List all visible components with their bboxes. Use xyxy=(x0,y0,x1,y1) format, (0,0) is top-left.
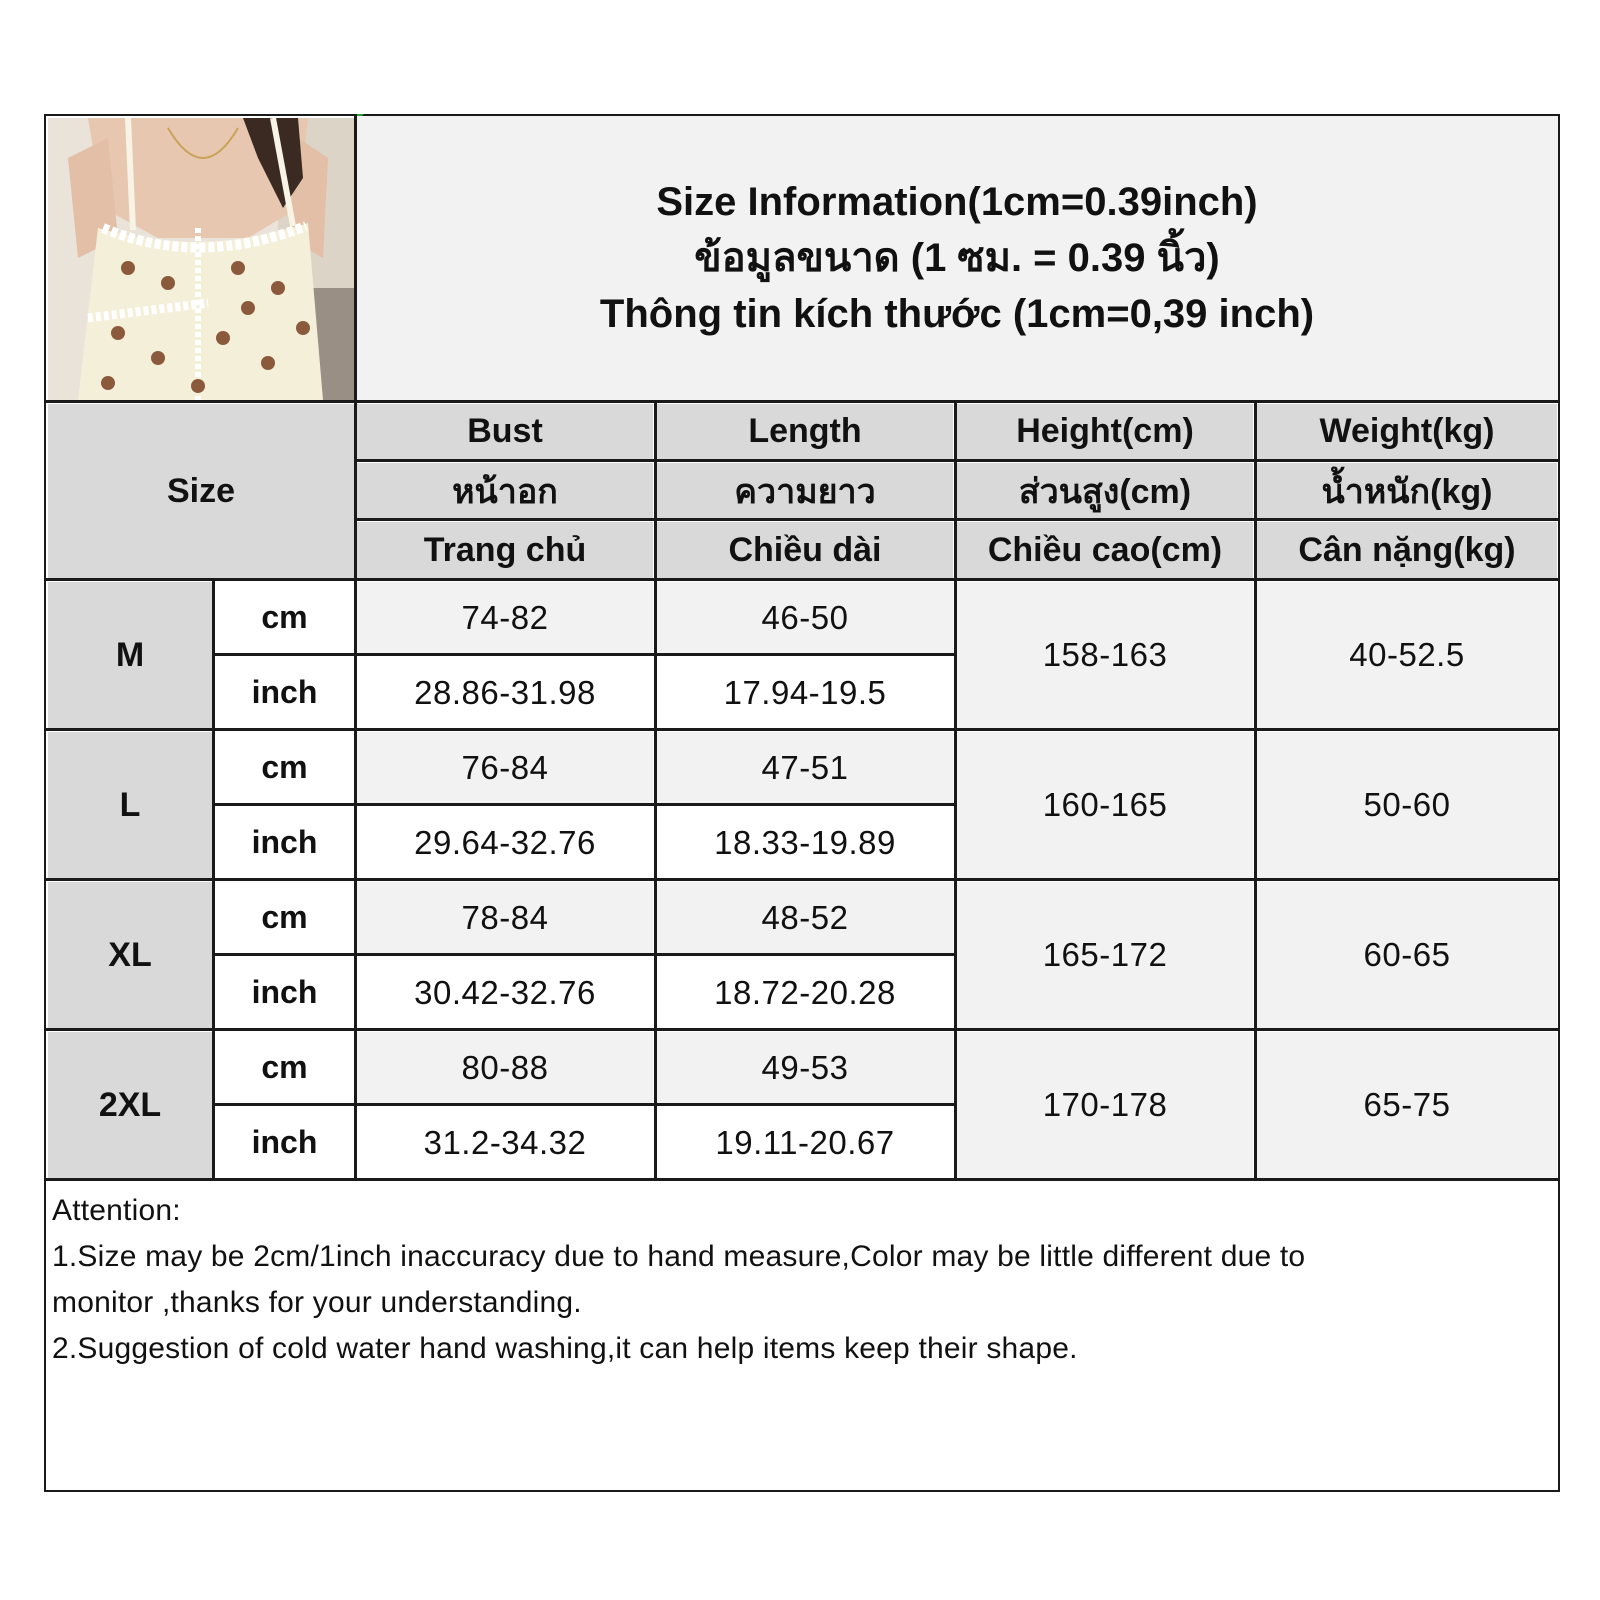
bust-cm-2xl: 80-88 xyxy=(357,1032,653,1103)
product-photo xyxy=(48,118,354,400)
bust-cm-l: 76-84 xyxy=(357,732,653,803)
length-cm-l: 47-51 xyxy=(657,732,953,803)
bust-inch-m: 28.86-31.98 xyxy=(357,657,653,728)
unit-cm: cm xyxy=(215,882,354,953)
weight-xl: 60-65 xyxy=(1257,882,1557,1028)
divider xyxy=(212,803,956,806)
header-height-th: ส่วนสูง(cm) xyxy=(957,463,1253,518)
height-2xl: 170-178 xyxy=(957,1032,1253,1178)
header-weight-en: Weight(kg) xyxy=(1257,404,1557,459)
divider xyxy=(44,578,1560,581)
divider xyxy=(44,1028,1560,1031)
size-header: Size xyxy=(48,404,354,578)
length-inch-xl: 18.72-20.28 xyxy=(657,957,953,1028)
length-cm-2xl: 49-53 xyxy=(657,1032,953,1103)
weight-l: 50-60 xyxy=(1257,732,1557,878)
length-cm-m: 46-50 xyxy=(657,582,953,653)
header-bust-vi: Trang chủ xyxy=(357,522,653,578)
header-weight-vi: Cân nặng(kg) xyxy=(1257,522,1557,578)
size-label-2xl: 2XL xyxy=(48,1032,212,1178)
divider xyxy=(212,578,215,1180)
divider xyxy=(44,728,1560,731)
note-1: 1.Size may be 2cm/1inch inaccuracy due to hand measure,Color may be little different due to xyxy=(52,1240,1306,1273)
height-xl: 165-172 xyxy=(957,882,1253,1028)
unit-cm: cm xyxy=(215,1032,354,1103)
weight-2xl: 65-75 xyxy=(1257,1032,1557,1178)
header-bust-en: Bust xyxy=(357,404,653,459)
divider xyxy=(212,653,956,656)
bust-inch-xl: 30.42-32.76 xyxy=(357,957,653,1028)
divider xyxy=(212,1103,956,1106)
length-inch-l: 18.33-19.89 xyxy=(657,807,953,878)
size-label-m: M xyxy=(48,582,212,728)
divider xyxy=(212,953,956,956)
header-weight-th: น้ำหนัก(kg) xyxy=(1257,463,1557,518)
note-2: 2.Suggestion of cold water hand washing,it can help items keep their shape. xyxy=(52,1332,1078,1365)
divider xyxy=(954,400,957,1180)
length-inch-m: 17.94-19.5 xyxy=(657,657,953,728)
divider xyxy=(354,459,1560,462)
header-bust-th: หน้าอก xyxy=(357,463,653,518)
bust-cm-m: 74-82 xyxy=(357,582,653,653)
title-thai: ข้อมูลขนาด (1 ซม. = 0.39 นิ้ว) xyxy=(694,236,1220,280)
divider xyxy=(654,400,657,1180)
unit-cm: cm xyxy=(215,582,354,653)
unit-inch: inch xyxy=(215,1107,354,1178)
header-length-th: ความยาว xyxy=(657,463,953,518)
size-label-l: L xyxy=(48,732,212,878)
title-block xyxy=(356,116,1558,400)
camisole-illustration xyxy=(48,118,354,400)
length-inch-2xl: 19.11-20.67 xyxy=(657,1107,953,1178)
divider xyxy=(44,878,1560,881)
divider xyxy=(44,400,1560,403)
bust-inch-2xl: 31.2-34.32 xyxy=(357,1107,653,1178)
height-m: 158-163 xyxy=(957,582,1253,728)
weight-m: 40-52.5 xyxy=(1257,582,1557,728)
divider xyxy=(44,1178,1560,1181)
title-english: Size Information(1cm=0.39inch) xyxy=(656,180,1258,224)
divider xyxy=(354,114,357,1180)
divider xyxy=(354,518,1560,521)
notes-heading: Attention: xyxy=(52,1194,181,1227)
unit-cm: cm xyxy=(215,732,354,803)
header-length-en: Length xyxy=(657,404,953,459)
bust-cm-xl: 78-84 xyxy=(357,882,653,953)
unit-inch: inch xyxy=(215,957,354,1028)
size-label-xl: XL xyxy=(48,882,212,1028)
bust-inch-l: 29.64-32.76 xyxy=(357,807,653,878)
header-length-vi: Chiều dài xyxy=(657,522,953,578)
header-height-vi: Chiều cao(cm) xyxy=(957,522,1253,578)
note-1-continued: monitor ,thanks for your understanding. xyxy=(52,1286,582,1319)
unit-inch: inch xyxy=(215,807,354,878)
title-vietnamese: Thông tin kích thước (1cm=0,39 inch) xyxy=(599,292,1315,336)
length-cm-xl: 48-52 xyxy=(657,882,953,953)
height-l: 160-165 xyxy=(957,732,1253,878)
attention-notes xyxy=(52,1188,1552,1372)
divider xyxy=(1254,400,1257,1180)
header-height-en: Height(cm) xyxy=(957,404,1253,459)
unit-inch: inch xyxy=(215,657,354,728)
